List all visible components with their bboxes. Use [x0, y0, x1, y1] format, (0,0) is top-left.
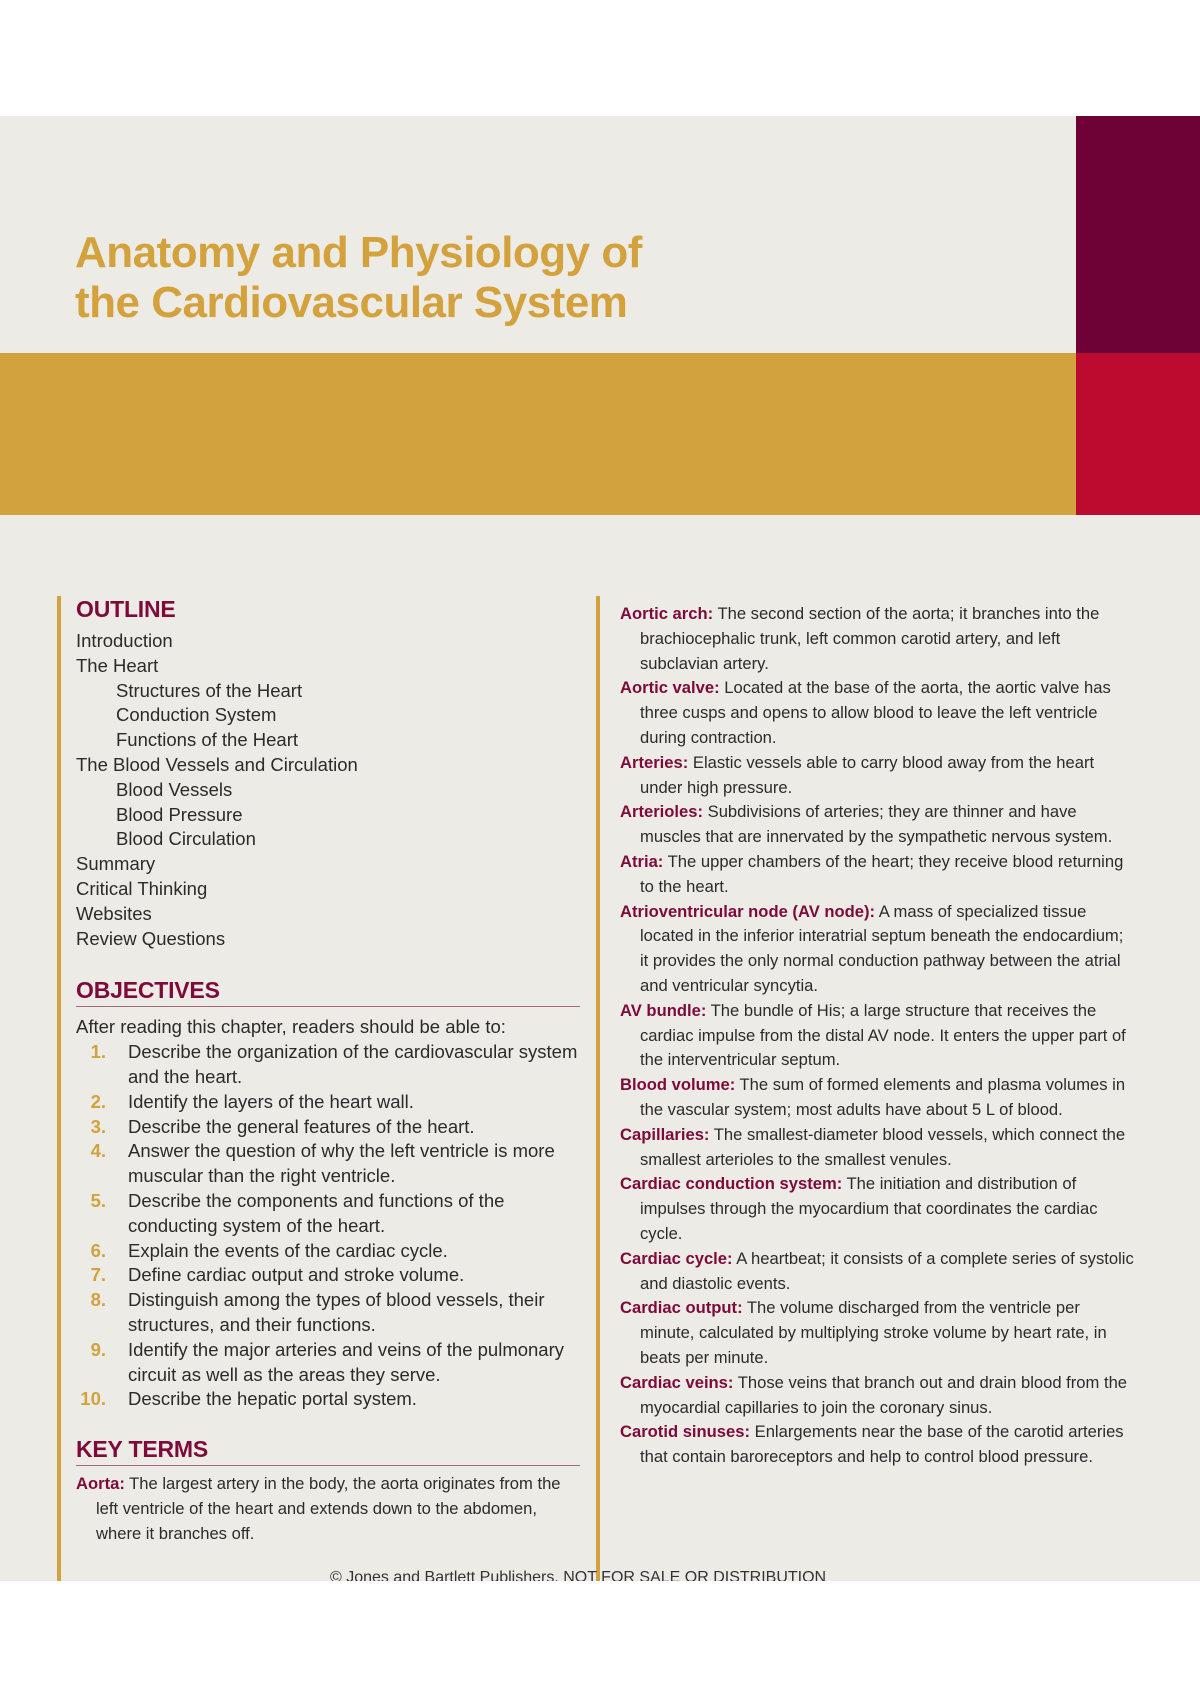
chapter-title-line-1: Anatomy and Physiology of [75, 228, 642, 277]
maroon-corner-block [1076, 116, 1200, 353]
outline-item: Blood Vessels [116, 778, 233, 800]
objective-text: Identify the layers of the heart wall. [128, 1090, 414, 1112]
objective-item [76, 1288, 580, 1338]
objective-number: 3. [90, 1115, 106, 1137]
key-term-word: Cardiac veins: [620, 1372, 734, 1392]
key-term-definition: A mass of specialized tissue located in the inferior interatrial septum beneath the endocardium; it provides the only normal conduction pathway between the atrial and ventricular syncytia. [640, 901, 1124, 995]
key-term-definition: The volume discharged from the ventricle per minute, calculated by multiplying stroke volume by heart rate, in beats per minute. [640, 1298, 1107, 1367]
key-term-word: Atria: [620, 851, 664, 871]
objective-number: 7. [90, 1264, 106, 1286]
left-column [57, 596, 580, 1581]
outline-heading: OUTLINE [76, 596, 176, 622]
key-term-definition: A heartbeat; it consists of a complete series of systolic and diastolic events. [640, 1248, 1134, 1293]
key-term-entry [620, 676, 1136, 750]
key-term-word: Blood volume: [620, 1075, 736, 1095]
key-term-word: Atrioventricular node (AV node): [620, 901, 876, 921]
key-term-entry [620, 850, 1136, 900]
key-term-word: Cardiac cycle: [620, 1248, 733, 1268]
objectives-list [76, 1040, 580, 1412]
outline-item: Blood Pressure [116, 803, 243, 825]
key-term-word: Aortic arch: [620, 604, 714, 623]
objective-text: Describe the components and functions of the conducting system of the heart. [128, 1189, 505, 1236]
objective-number: 4. [90, 1140, 106, 1162]
key-term-word: Arterioles: [620, 802, 703, 822]
objective-number: 10. [80, 1388, 106, 1410]
outline-item: Review Questions [76, 927, 226, 949]
objective-text: Distinguish among the types of blood vessels, their structures, and their functions. [128, 1289, 545, 1335]
key-term-entry [620, 800, 1136, 850]
chapter-title-line-2: the Cardiovascular System [75, 278, 628, 327]
key-term-entry [620, 1073, 1136, 1123]
objective-number: 2. [90, 1090, 106, 1112]
outline-item: Websites [76, 902, 152, 924]
objectives-heading: OBJECTIVES [76, 977, 580, 1007]
document-page [0, 116, 1200, 1581]
objectives-intro: After reading this chapter, readers should be able to: [76, 1016, 506, 1038]
key-term-word: Carotid sinuses: [620, 1422, 751, 1442]
key-terms-heading: KEY TERMS [76, 1436, 580, 1466]
objective-item [76, 1387, 580, 1412]
key-term-entry [620, 602, 1136, 676]
key-term-word: Cardiac output: [620, 1298, 743, 1318]
key-term-definition: Subdivisions of arteries; they are thinner and have muscles that are innervated by the sympathetic nervous system. [640, 802, 1113, 847]
key-term-word: Aortic valve: [620, 678, 720, 698]
key-term-definition: The sum of formed elements and plasma volumes in the vascular system; most adults have about 5 L of blood. [640, 1075, 1126, 1119]
objective-text: Explain the events of the cardiac cycle. [128, 1239, 448, 1261]
key-term-entry [620, 1296, 1136, 1370]
objective-number: 1. [90, 1041, 106, 1063]
objective-text: Define cardiac output and stroke volume. [128, 1264, 465, 1286]
objective-text: Identify the major arteries and veins of the pulmonary circuit as well as the areas they serve. [128, 1338, 565, 1385]
key-term-definition: The second section of the aorta; it branches into the brachiocephalic trunk, left common carotid artery, and left subclavian artery. [640, 604, 1100, 673]
objective-number: 5. [90, 1189, 106, 1211]
key-terms-left [76, 1472, 580, 1546]
outline-item: Conduction System [116, 704, 277, 726]
key-term-word: Cardiac conduction system: [620, 1174, 843, 1194]
outline-item: Summary [76, 853, 156, 875]
key-term-word: Aorta: [76, 1474, 125, 1494]
objective-item [76, 1040, 580, 1090]
key-term-definition: Those veins that branch out and drain blood from the myocardial capillaries to join the coronary sinus. [640, 1372, 1128, 1417]
key-term-definition: The initiation and distribution of impulses through the myocardium that coordinates the cardiac cycle. [640, 1174, 1098, 1243]
key-term-entry [620, 1371, 1136, 1421]
key-term-definition: The bundle of His; a large structure that receives the cardiac impulse from the distal AV node. It enters the upper part of the interventricular septum. [640, 1000, 1126, 1070]
chapter-title [75, 228, 642, 328]
objective-text: Describe the general features of the heart. [128, 1115, 475, 1137]
key-term-definition: Elastic vessels able to carry blood away from the heart under high pressure. [640, 752, 1095, 797]
objective-text: Describe the organization of the cardiovascular system and the heart. [128, 1041, 578, 1087]
key-term-entry [620, 1172, 1136, 1246]
objective-text: Describe the hepatic portal system. [128, 1388, 417, 1410]
outline-item: The Heart [76, 654, 159, 676]
outline-item: Structures of the Heart [116, 679, 303, 701]
objective-number: 6. [90, 1239, 106, 1261]
objective-item [76, 1115, 580, 1140]
objective-number: 8. [90, 1289, 106, 1311]
outline-item: The Blood Vessels and Circulation [76, 753, 358, 775]
objective-item [76, 1189, 580, 1239]
key-term-entry [620, 1123, 1136, 1173]
outline-list [76, 629, 580, 951]
key-term-definition: Enlargements near the base of the carotid arteries that contain baroreceptors and help to control blood pressure. [640, 1422, 1124, 1467]
outline-item: Functions of the Heart [116, 729, 299, 751]
objective-item [76, 1263, 580, 1288]
objective-item [76, 1090, 580, 1115]
objective-item [76, 1338, 580, 1388]
objective-text: Answer the question of why the left ventricle is more muscular than the right ventricle. [128, 1140, 555, 1187]
objective-number: 9. [90, 1338, 106, 1360]
key-term-word: Capillaries: [620, 1124, 710, 1144]
key-term-definition: Located at the base of the aorta, the aortic valve has three cusps and opens to allow blood to leave the left ventricle during contraction. [640, 678, 1111, 747]
key-term-word: Arteries: [620, 752, 689, 772]
key-term-entry [620, 751, 1136, 801]
key-term-word: AV bundle: [620, 1000, 707, 1020]
gold-header-band [0, 353, 1076, 515]
objective-item [76, 1139, 580, 1189]
outline-item: Blood Circulation [116, 828, 256, 850]
key-term-entry [620, 900, 1136, 999]
outline-item: Critical Thinking [76, 877, 208, 899]
copyright-footer: © Jones and Bartlett Publishers. NOT FOR SALE OR DISTRIBUTION [330, 1569, 827, 1581]
outline-item: Introduction [76, 630, 173, 651]
key-term-entry [620, 1420, 1136, 1470]
objective-item [76, 1239, 580, 1264]
key-term-entry [620, 1247, 1136, 1297]
key-term-entry [620, 999, 1136, 1073]
key-terms-right [620, 602, 1136, 1470]
red-corner-block [1076, 353, 1200, 515]
key-term-definition: The upper chambers of the heart; they receive blood returning to the heart. [640, 851, 1124, 896]
key-term-entry [76, 1472, 580, 1546]
key-term-definition: The smallest-diameter blood vessels, which connect the smallest arterioles to the smallest venules. [640, 1124, 1126, 1169]
right-column [596, 596, 1136, 1581]
key-term-definition: The largest artery in the body, the aorta originates from the left ventricle of the heart and extends down to the abdomen, where it branches off. [96, 1474, 561, 1543]
